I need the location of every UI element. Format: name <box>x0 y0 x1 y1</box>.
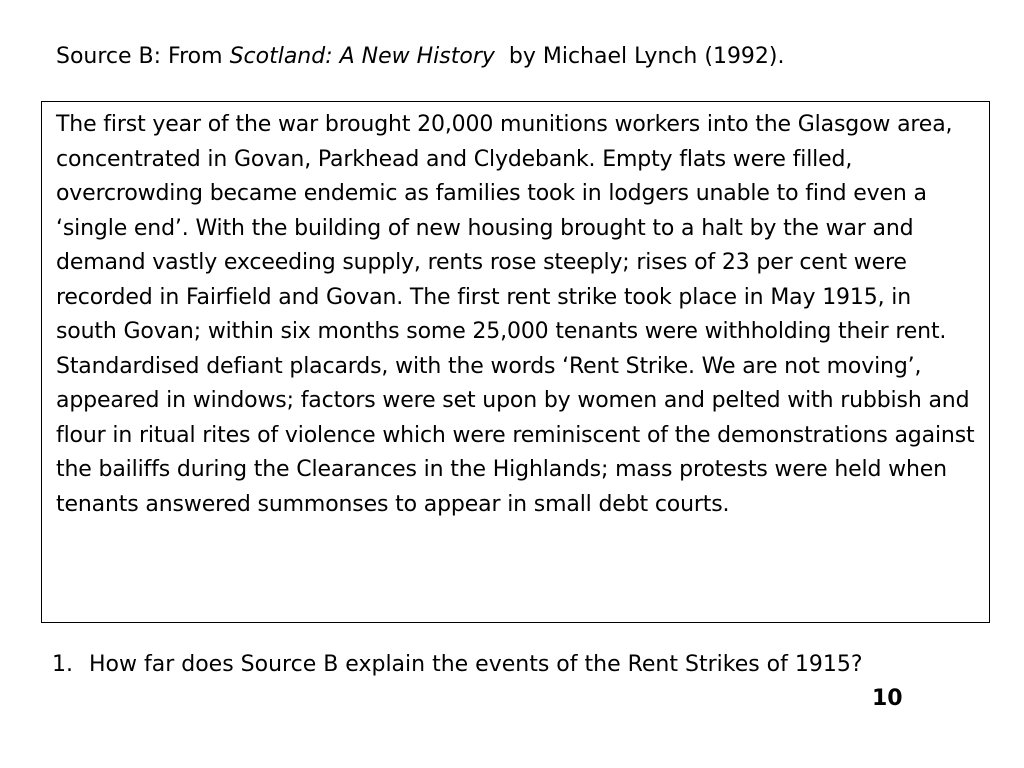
source-prefix: Source B: From <box>56 44 230 69</box>
question-number: 1. <box>52 652 73 677</box>
question-marks: 10 <box>872 686 903 711</box>
source-author: by Michael Lynch (1992). <box>494 44 785 69</box>
source-heading <box>56 40 785 74</box>
question-text: How far does Source B explain the events of the Rent Strikes of 1915? <box>89 652 863 677</box>
source-extract-text: The first year of the war brought 20,000 munitions workers into the Glasgow area, concentrated in Govan, Parkhead and Clydebank. Empty flats were filled, overcrowding became endemic as families took in lodgers unable to find even a ‘single end’. With the building of new housing brought to a halt by the war and demand vastly exceeding supply, rents rose steeply; rises of 23 per cent were recorded in Fairfield and Govan. The first rent strike took place in May 1915, in south Govan; within six months some 25,000 tenants were withholding their rent. Standardised defiant placards, with the words ‘Rent Strike. We are not moving’, appeared in windows; factors were set upon by women and pelted with rubbish and flour in ritual rites of violence which were reminiscent of the demonstrations against the bailiffs during the Clearances in the Highlands; mass protests were held when tenants answered summonses to appear in small debt courts. <box>56 112 975 517</box>
source-title: Scotland: A New History <box>229 44 495 69</box>
source-extract-box <box>41 101 990 623</box>
